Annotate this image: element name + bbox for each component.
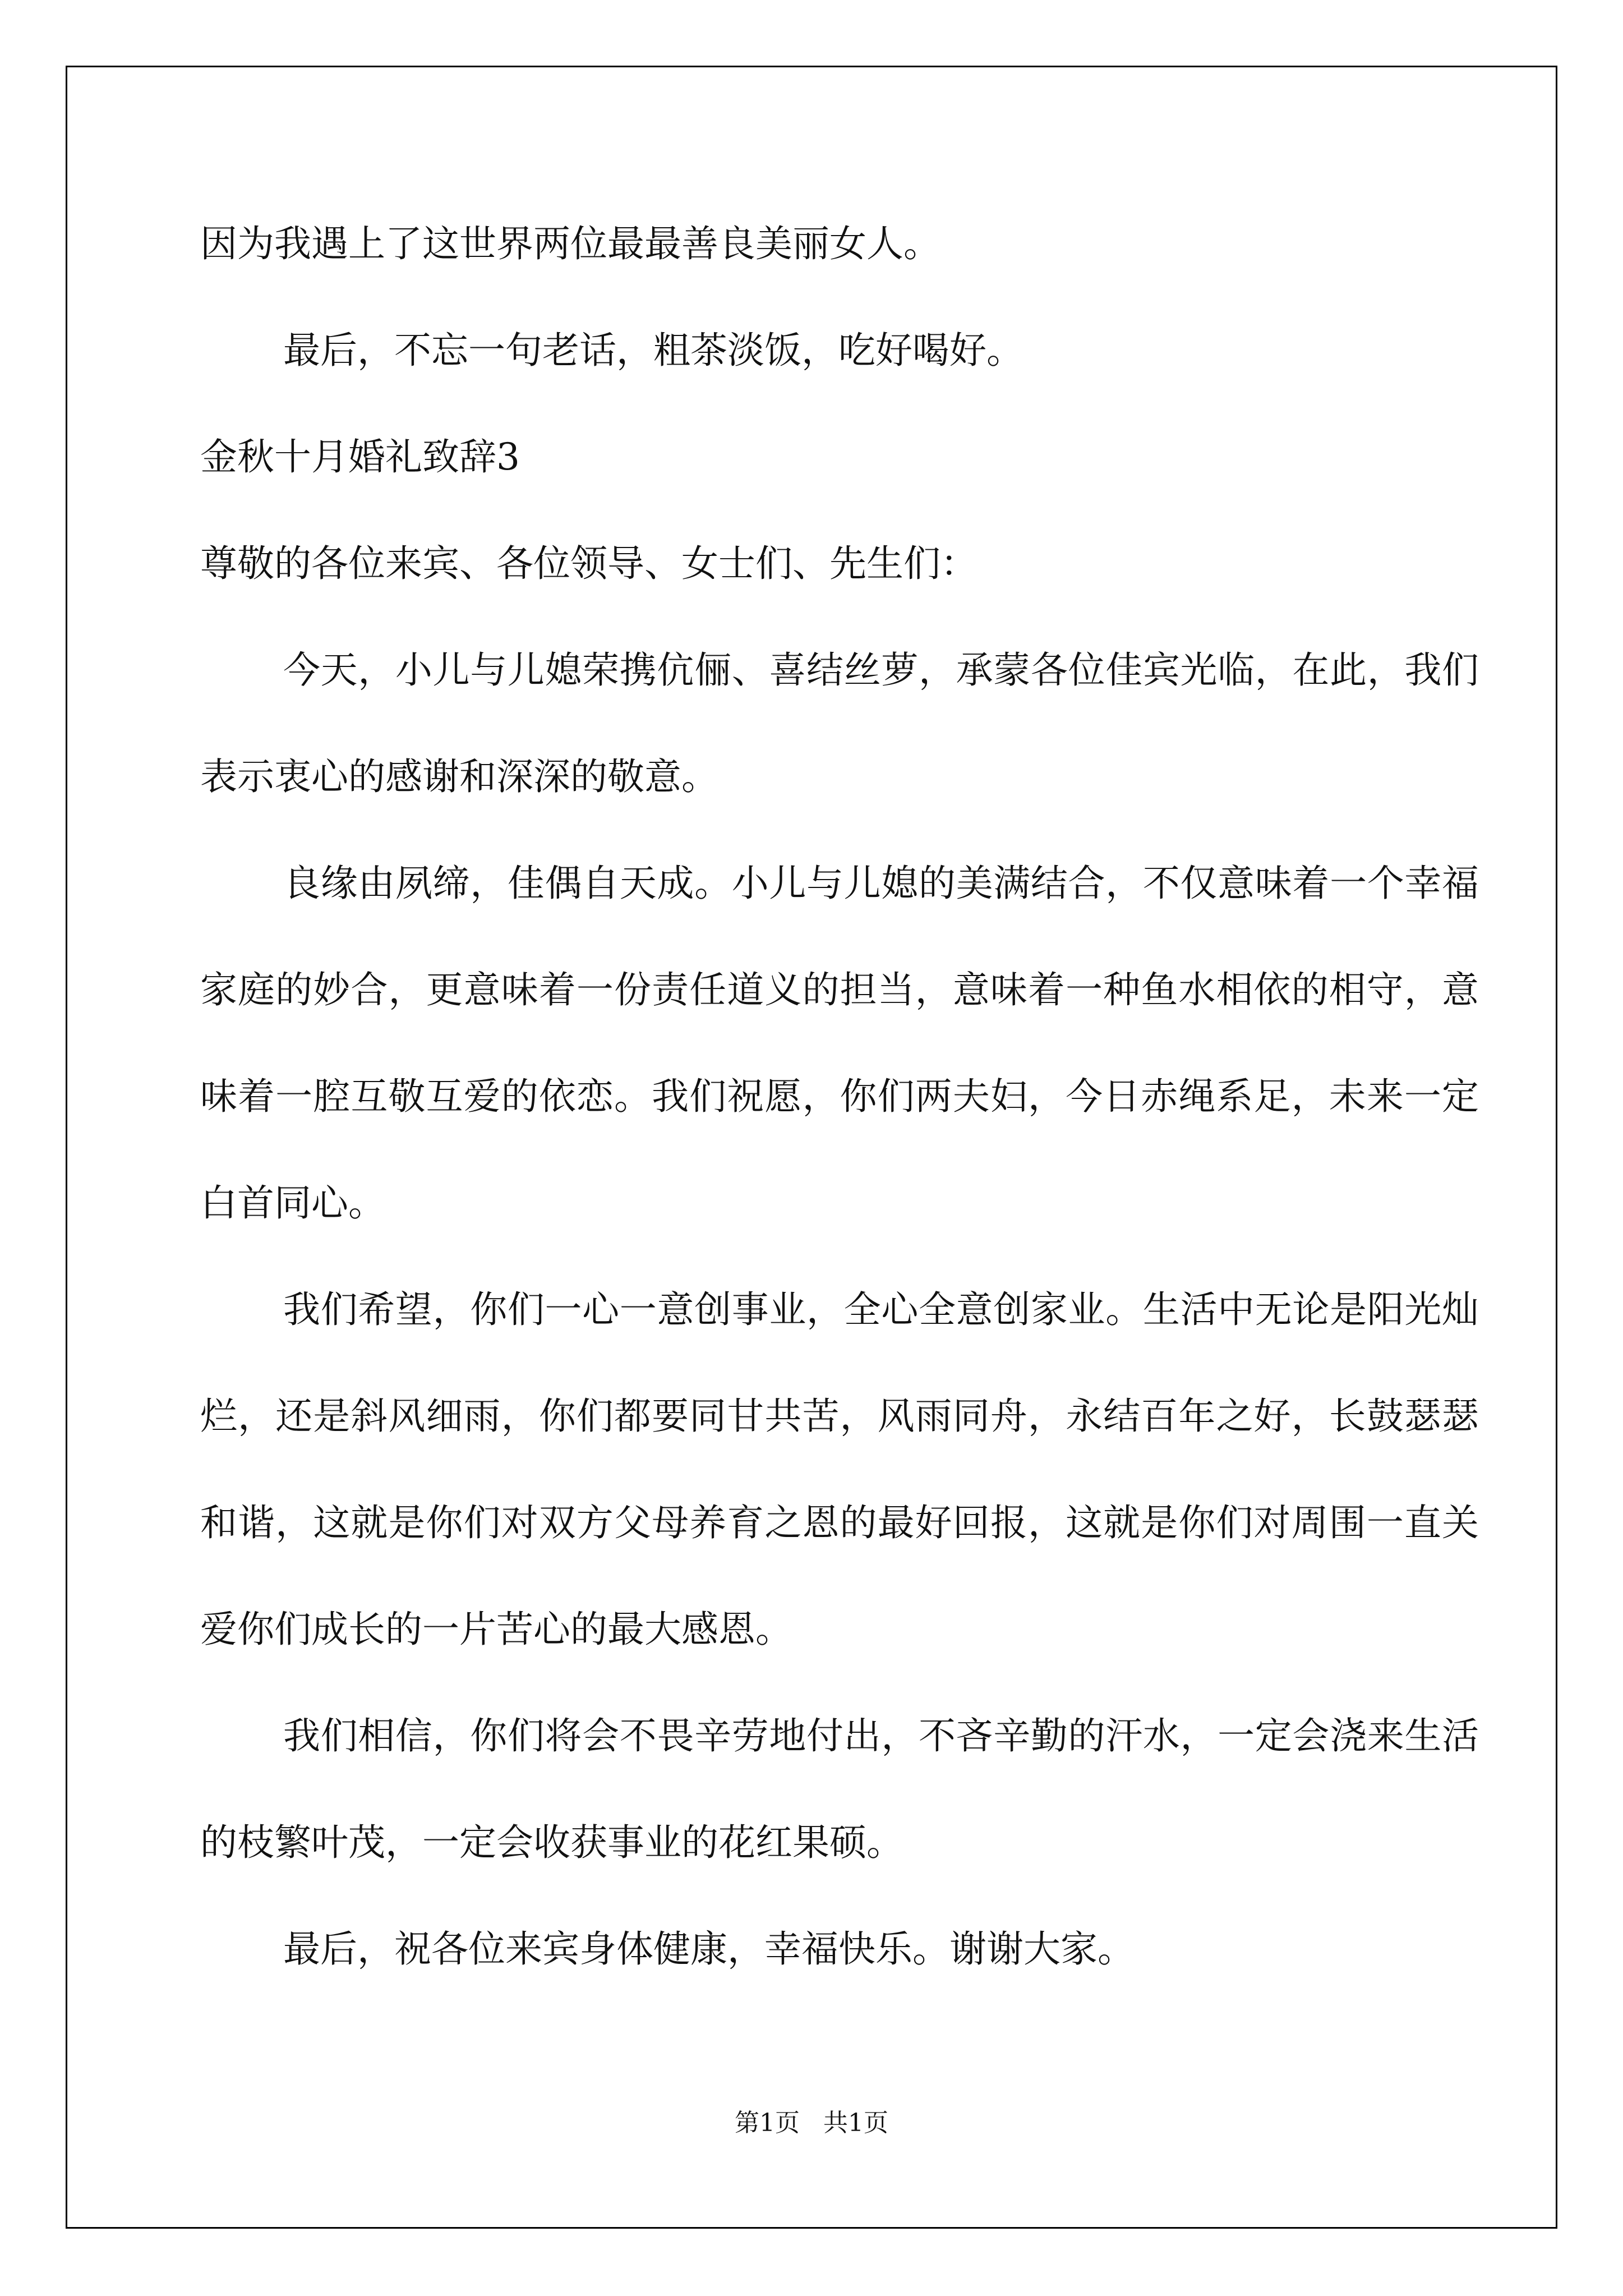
paragraph: 今天，小儿与儿媳荣携伉俪、喜结丝萝，承蒙各位佳宾光临，在此，我们表示衷心的感谢和深深的敬意。 xyxy=(200,648,1479,798)
paragraph: 良缘由夙缔，佳偶自天成。小儿与儿媳的美满结合，不仅意味着一个幸福家庭的妙合，更意味着一份责任道义的担当，意味着一种鱼水相依的相守，意味着一腔互敬互爱的依恋。我们祝愿，你们两夫妇，今日赤绳系足，未来一定白首同心。 xyxy=(200,862,1479,1225)
paragraph: 最后，不忘一句老话，粗茶淡饭，吃好喝好。 xyxy=(283,329,1023,372)
page-footer: 第1页 共1页 xyxy=(735,2109,888,2137)
salutation: 尊敬的各位来宾、各位领导、女士们、先生们： xyxy=(200,542,978,585)
section-title: 金秋十月婚礼致辞3 xyxy=(200,435,520,478)
paragraph: 我们相信，你们将会不畏辛劳地付出，不吝辛勤的汗水，一定会浇来生活的枝繁叶茂，一定会收获事业的花红果硕。 xyxy=(200,1714,1479,1864)
paragraph: 我们希望，你们一心一意创事业，全心全意创家业。生活中无论是阳光灿烂，还是斜风细雨，你们都要同甘共苦，风雨同舟，永结百年之好，长鼓瑟瑟和谐，这就是你们对双方父母养育之恩的最好回报，这就是你们对周围一直关爱你们成长的一片苦心的最大感恩。 xyxy=(200,1288,1479,1651)
paragraph: 因为我遇上了这世界两位最最善良美丽女人。 xyxy=(200,222,940,265)
document-body xyxy=(200,191,1479,2003)
paragraph: 最后，祝各位来宾身体健康，幸福快乐。谢谢大家。 xyxy=(283,1927,1135,1971)
